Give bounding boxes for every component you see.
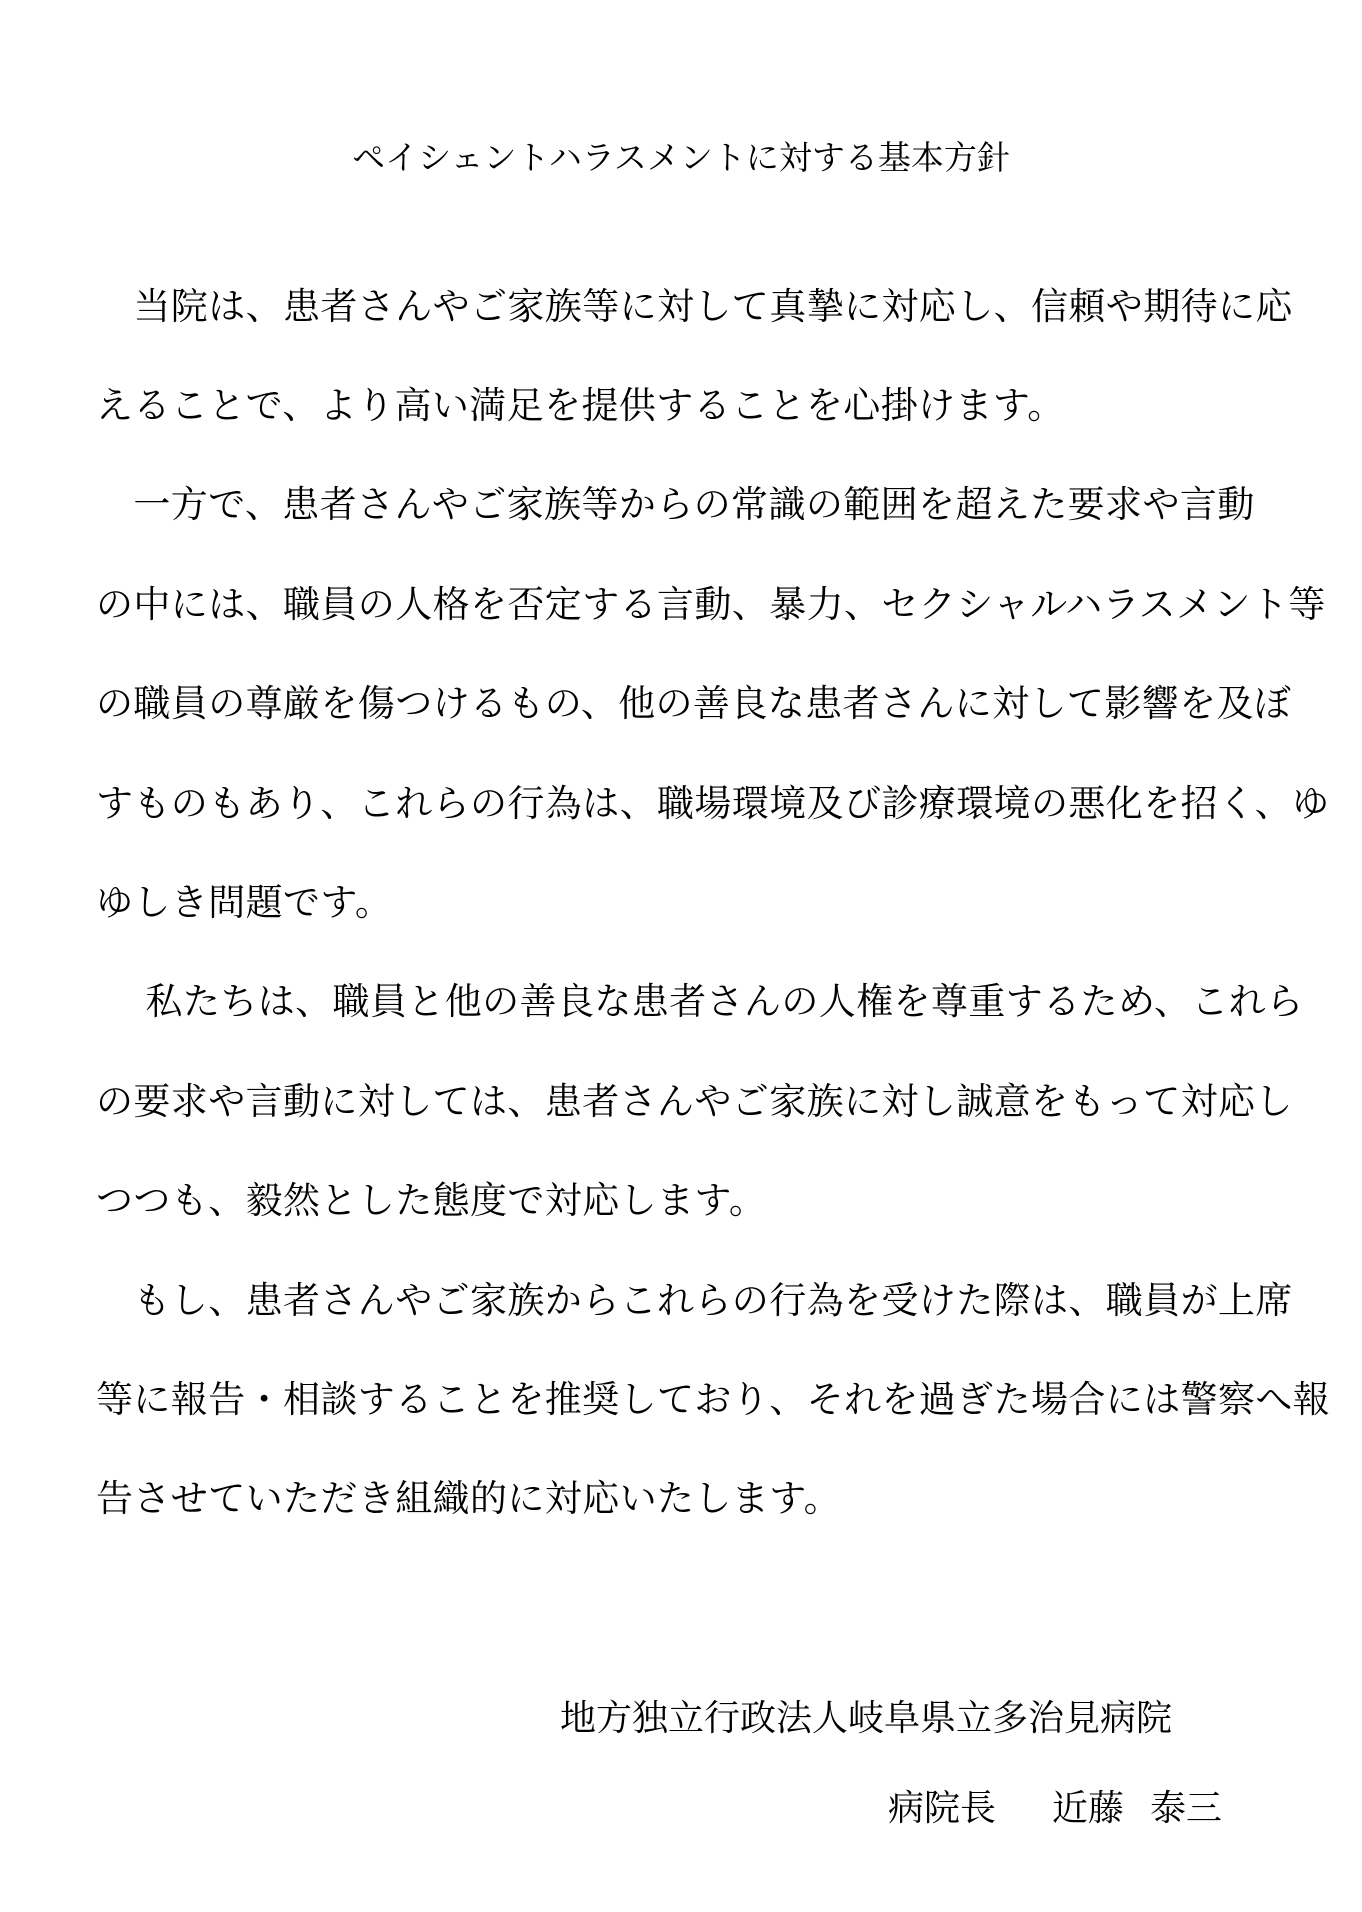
body-line-5: の職員の尊厳を傷つけるもの、他の善良な患者さんに対して影響を及ぼ — [96, 682, 1292, 725]
body-line-3: 一方で、患者さんやご家族等からの常識の範囲を超えた要求や言動 — [96, 483, 1255, 526]
body-line-12: 等に報告・相談することを推奨しており、それを過ぎた場合には警察へ報 — [96, 1378, 1331, 1421]
body-line-6: すものもあり、これらの行為は、職場環境及び診療環境の悪化を招く、ゆ — [96, 782, 1330, 825]
document-title: ペイシェントハラスメントに対する基本方針 — [352, 138, 1010, 177]
body-line-11: もし、患者さんやご家族からこれらの行為を受けた際は、職員が上席 — [96, 1279, 1293, 1322]
body-line-13: 告させていただき組織的に対応いたします。 — [96, 1477, 842, 1520]
signature-name-block — [888, 1780, 1222, 1831]
body-line-7: ゆしき問題です。 — [96, 881, 393, 924]
body-line-10: つつも、毅然とした態度で対応します。 — [96, 1179, 767, 1222]
signature-given-name: 泰三 — [1150, 1788, 1223, 1829]
body-line-2: えることで、より高い満足を提供することを心掛けます。 — [96, 384, 1065, 427]
body-line-1: 当院は、患者さんやご家族等に対して真摯に対応し、信頼や期待に応 — [96, 285, 1293, 328]
body-line-9: の要求や言動に対しては、患者さんやご家族に対し誠意をもって対応し — [96, 1080, 1293, 1123]
signature-surname: 近藤 — [1052, 1788, 1125, 1829]
signature-organization: 地方独立行政法人岐阜県立多治見病院 — [560, 1698, 1173, 1739]
signature-position: 病院長 — [888, 1788, 997, 1829]
body-line-8: 私たちは、職員と他の善良な患者さんの人権を尊重するため、これら — [96, 980, 1304, 1023]
body-line-4: の中には、職員の人格を否定する言動、暴力、セクシャルハラスメント等 — [96, 583, 1326, 626]
